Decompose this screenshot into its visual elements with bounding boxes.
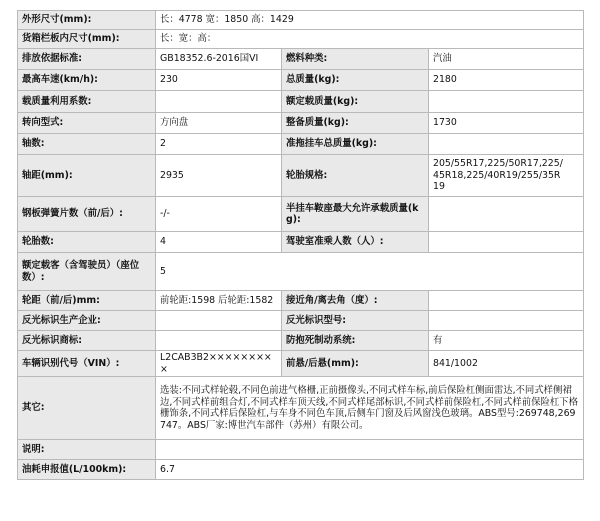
row-wheelbase [18,155,584,197]
vin-label: 车辆识别代号（VIN）: [18,351,156,377]
leaf-spring-value: -/- [156,197,282,232]
row-reflect-maker [18,311,584,331]
dimensions-value: 长：4778 宽：1850 高：1429 [156,11,584,30]
rated-load-value [429,91,584,113]
row-seats [18,253,584,291]
angle-label: 接近角/离去角（度）: [282,291,429,311]
row-other [18,377,584,440]
note-value [156,440,584,460]
fuel-report-label: 油耗申报值(L/100km): [18,460,156,480]
reflect-maker-value [156,311,282,331]
angle-value [429,291,584,311]
emission-label: 排放依据标准: [18,49,156,70]
reflect-maker-label: 反光标识生产企业: [18,311,156,331]
seats-label: 额定载客（含驾驶员）（座位数）: [18,253,156,291]
steering-label: 转向型式: [18,113,156,134]
row-steering [18,113,584,134]
load-util-value [156,91,282,113]
trailer-mass-value [429,134,584,155]
fuel-value: 汽油 [429,49,584,70]
row-tire-count [18,232,584,253]
max-speed-label: 最高车速(km/h): [18,70,156,91]
row-track [18,291,584,311]
rated-load-label: 额定载质量(kg): [282,91,429,113]
fuel-label: 燃料种类: [282,49,429,70]
leaf-spring-label: 钢板弹簧片数（前/后）: [18,197,156,232]
total-mass-value: 2180 [429,70,584,91]
axles-label: 轴数: [18,134,156,155]
tire-value: 205/55R17,225/50R17,225/ 45R18,225/40R19/255/35R 19 [429,155,584,197]
fuel-report-value: 6.7 [156,460,584,480]
tire-label: 轮胎规格: [282,155,429,197]
tire-count-value: 4 [156,232,282,253]
spec-table [17,10,584,480]
dimensions-label: 外形尺寸(mm): [18,11,156,30]
row-leaf-spring [18,197,584,232]
cargo-label: 货箱栏板内尺寸(mm): [18,30,156,49]
seats-value: 5 [156,253,584,291]
reflect-model-label: 反光标识型号: [282,311,429,331]
other-label: 其它: [18,377,156,440]
wheelbase-label: 轴距(mm): [18,155,156,197]
other-value: 选装:不同式样轮毂,不同色前进气格栅,正前摄像头,不同式样车标,前后保险杠侧面雷达,不同式样侧裙边,不同式样前组合灯,不同式样车顶天线,不同式样尾部标识,不同式样前保险杠,不同式样前保险杠下格栅饰条,不同式样后保险杠,与车身不同色车顶,后侧车门窗及后风窗浅色玻璃。ABS型号:269748,269747。ABS厂家:博世汽车部件（苏州）有限公司。 [156,377,584,440]
row-fuel-report [18,460,584,480]
overhang-label: 前悬/后悬(mm): [282,351,429,377]
max-speed-value: 230 [156,70,282,91]
row-speed-mass [18,70,584,91]
row-dimensions [18,11,584,30]
track-label: 轮距（前/后)mm: [18,291,156,311]
note-label: 说明: [18,440,156,460]
row-load [18,91,584,113]
cargo-value: 长：宽：高： [156,30,584,49]
vin-value: L2CAB3B2××××××××× [156,351,282,377]
overhang-value: 841/1002 [429,351,584,377]
wheelbase-value: 2935 [156,155,282,197]
row-emission-fuel [18,49,584,70]
axles-value: 2 [156,134,282,155]
reflect-model-value [429,311,584,331]
row-axles [18,134,584,155]
antilock-label: 防抱死制动系统: [282,331,429,351]
steering-value: 方向盘 [156,113,282,134]
total-mass-label: 总质量(kg): [282,70,429,91]
reflect-brand-value [156,331,282,351]
curb-mass-value: 1730 [429,113,584,134]
row-vin [18,351,584,377]
track-value: 前轮距:1598 后轮距:1582 [156,291,282,311]
reflect-brand-label: 反光标识商标: [18,331,156,351]
trailer-mass-label: 准拖挂车总质量(kg): [282,134,429,155]
cab-pass-value [429,232,584,253]
antilock-value: 有 [429,331,584,351]
row-note [18,440,584,460]
cab-pass-label: 驾驶室准乘人数（人）: [282,232,429,253]
saddle-value [429,197,584,232]
curb-mass-label: 整备质量(kg): [282,113,429,134]
tire-count-label: 轮胎数: [18,232,156,253]
emission-value: GB18352.6-2016国VI [156,49,282,70]
row-reflect-brand [18,331,584,351]
row-cargo [18,30,584,49]
load-util-label: 载质量利用系数: [18,91,156,113]
saddle-label: 半挂车鞍座最大允许承载质量(kg): [282,197,429,232]
